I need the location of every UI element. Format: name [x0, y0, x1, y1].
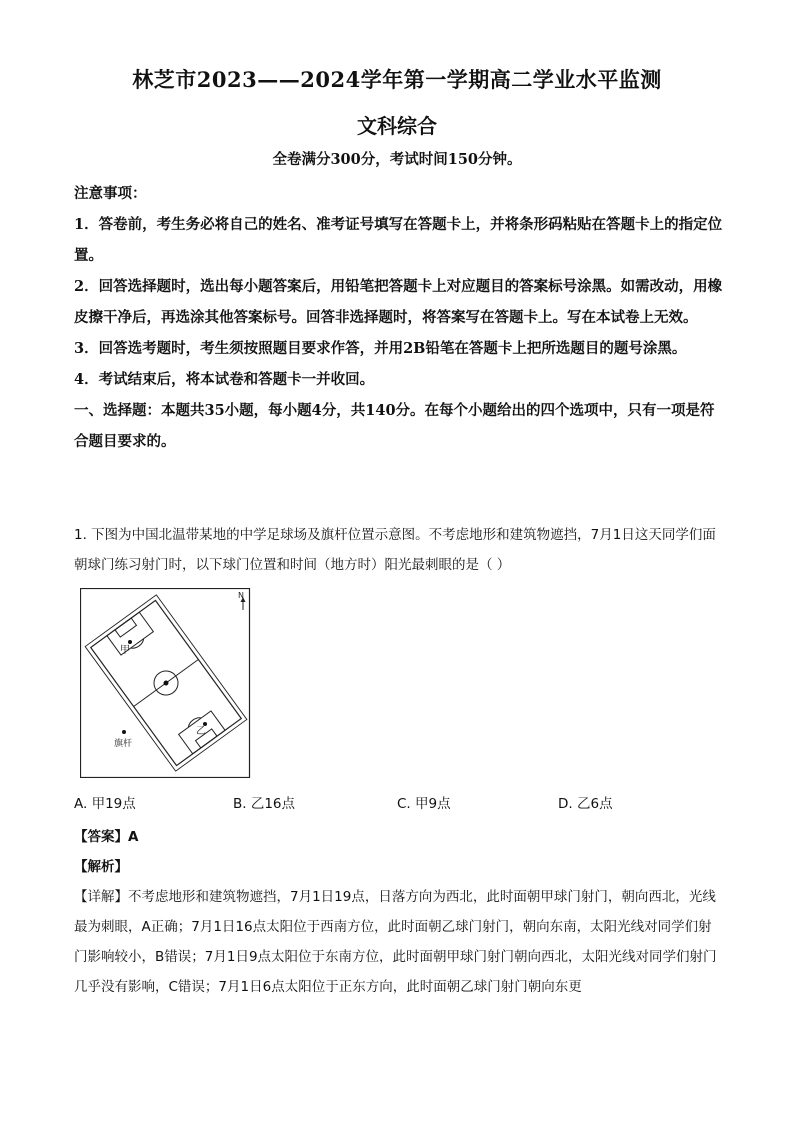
analysis-label: 【解析】: [74, 859, 128, 875]
question-1-stem: 1. 下图为中国北温带某地的中学足球场及旗杆位置示意图。不考虑地形和建筑物遮挡，7月1日这天同学们面朝球门练习射门时，以下球门位置和时间（地方时）阳光最刺眼的是（ ）: [74, 527, 716, 573]
answer-section: [74, 822, 724, 1002]
notes-heading: 注意事项：: [74, 185, 147, 202]
north-label: N: [238, 591, 244, 600]
note-item-2: 2．回答选择题时，选出每小题答案后，用铅笔把答题卡上对应题目的答案标号涂黑。如需改动，用橡皮擦干净后，再选涂其他答案标号。回答非选择题时，将答案写在答题卡上。写在本试卷上无效。: [74, 278, 723, 326]
exam-title: 林芝市2023——2024学年第一学期高二学业水平监测: [132, 67, 662, 92]
note-item-3: 3．回答选考题时，考生须按照题目要求作答，并用2B铅笔在答题卡上把所选题目的题号涂黑。: [74, 340, 687, 357]
goal-a-marker: [128, 640, 132, 644]
goal-b-label: 乙: [196, 726, 206, 737]
note-item-1: 1．答卷前，考生务必将自己的姓名、准考证号填写在答题卡上，并将条形码粘贴在答题卡上的指定位置。: [74, 216, 723, 264]
detail-text: 【详解】不考虑地形和建筑物遮挡，7月1日19点，日落方向为西北，此时面朝甲球门射门，朝向西北，光线最为刺眼，A正确；7月1日16点太阳位于西南方位，此时面朝乙球门射门，朝向东南，太阳光线对同学们射门影响较小，B错误；7月1日9点太阳位于东南方位，此时面朝甲球门射门朝向西北，太阳光线对同学们射门几乎没有影响，C错误；7月1日6点太阳位于正东方向，此时面朝乙球门射门朝向东更: [74, 889, 717, 995]
field-diagram: [80, 588, 260, 778]
option-a: A. 甲19点: [74, 796, 136, 812]
note-item-4: 4．考试结束后，将本试卷和答题卡一并收回。: [74, 371, 375, 388]
question-1-options: [74, 792, 724, 816]
section-heading: 一、选择题：本题共35小题，每小题4分，共140分。在每个小题给出的四个选项中，只有一项是符合题目要求的。: [74, 402, 715, 450]
option-b: B. 乙16点: [233, 796, 296, 812]
answer-line: 【答案】A: [74, 829, 139, 845]
option-c: C. 甲9点: [397, 796, 451, 812]
flagpole-label: 旗杆: [114, 739, 133, 749]
goal-a-label: 甲: [120, 645, 130, 656]
notes-section: [74, 178, 724, 457]
score-time-note: 全卷满分300分，考试时间150分钟。: [272, 151, 522, 168]
football-field-figure: [80, 588, 260, 778]
flagpole-marker: [122, 730, 126, 734]
option-d: D. 乙6点: [558, 796, 613, 812]
subject-title: 文科综合: [357, 114, 437, 138]
